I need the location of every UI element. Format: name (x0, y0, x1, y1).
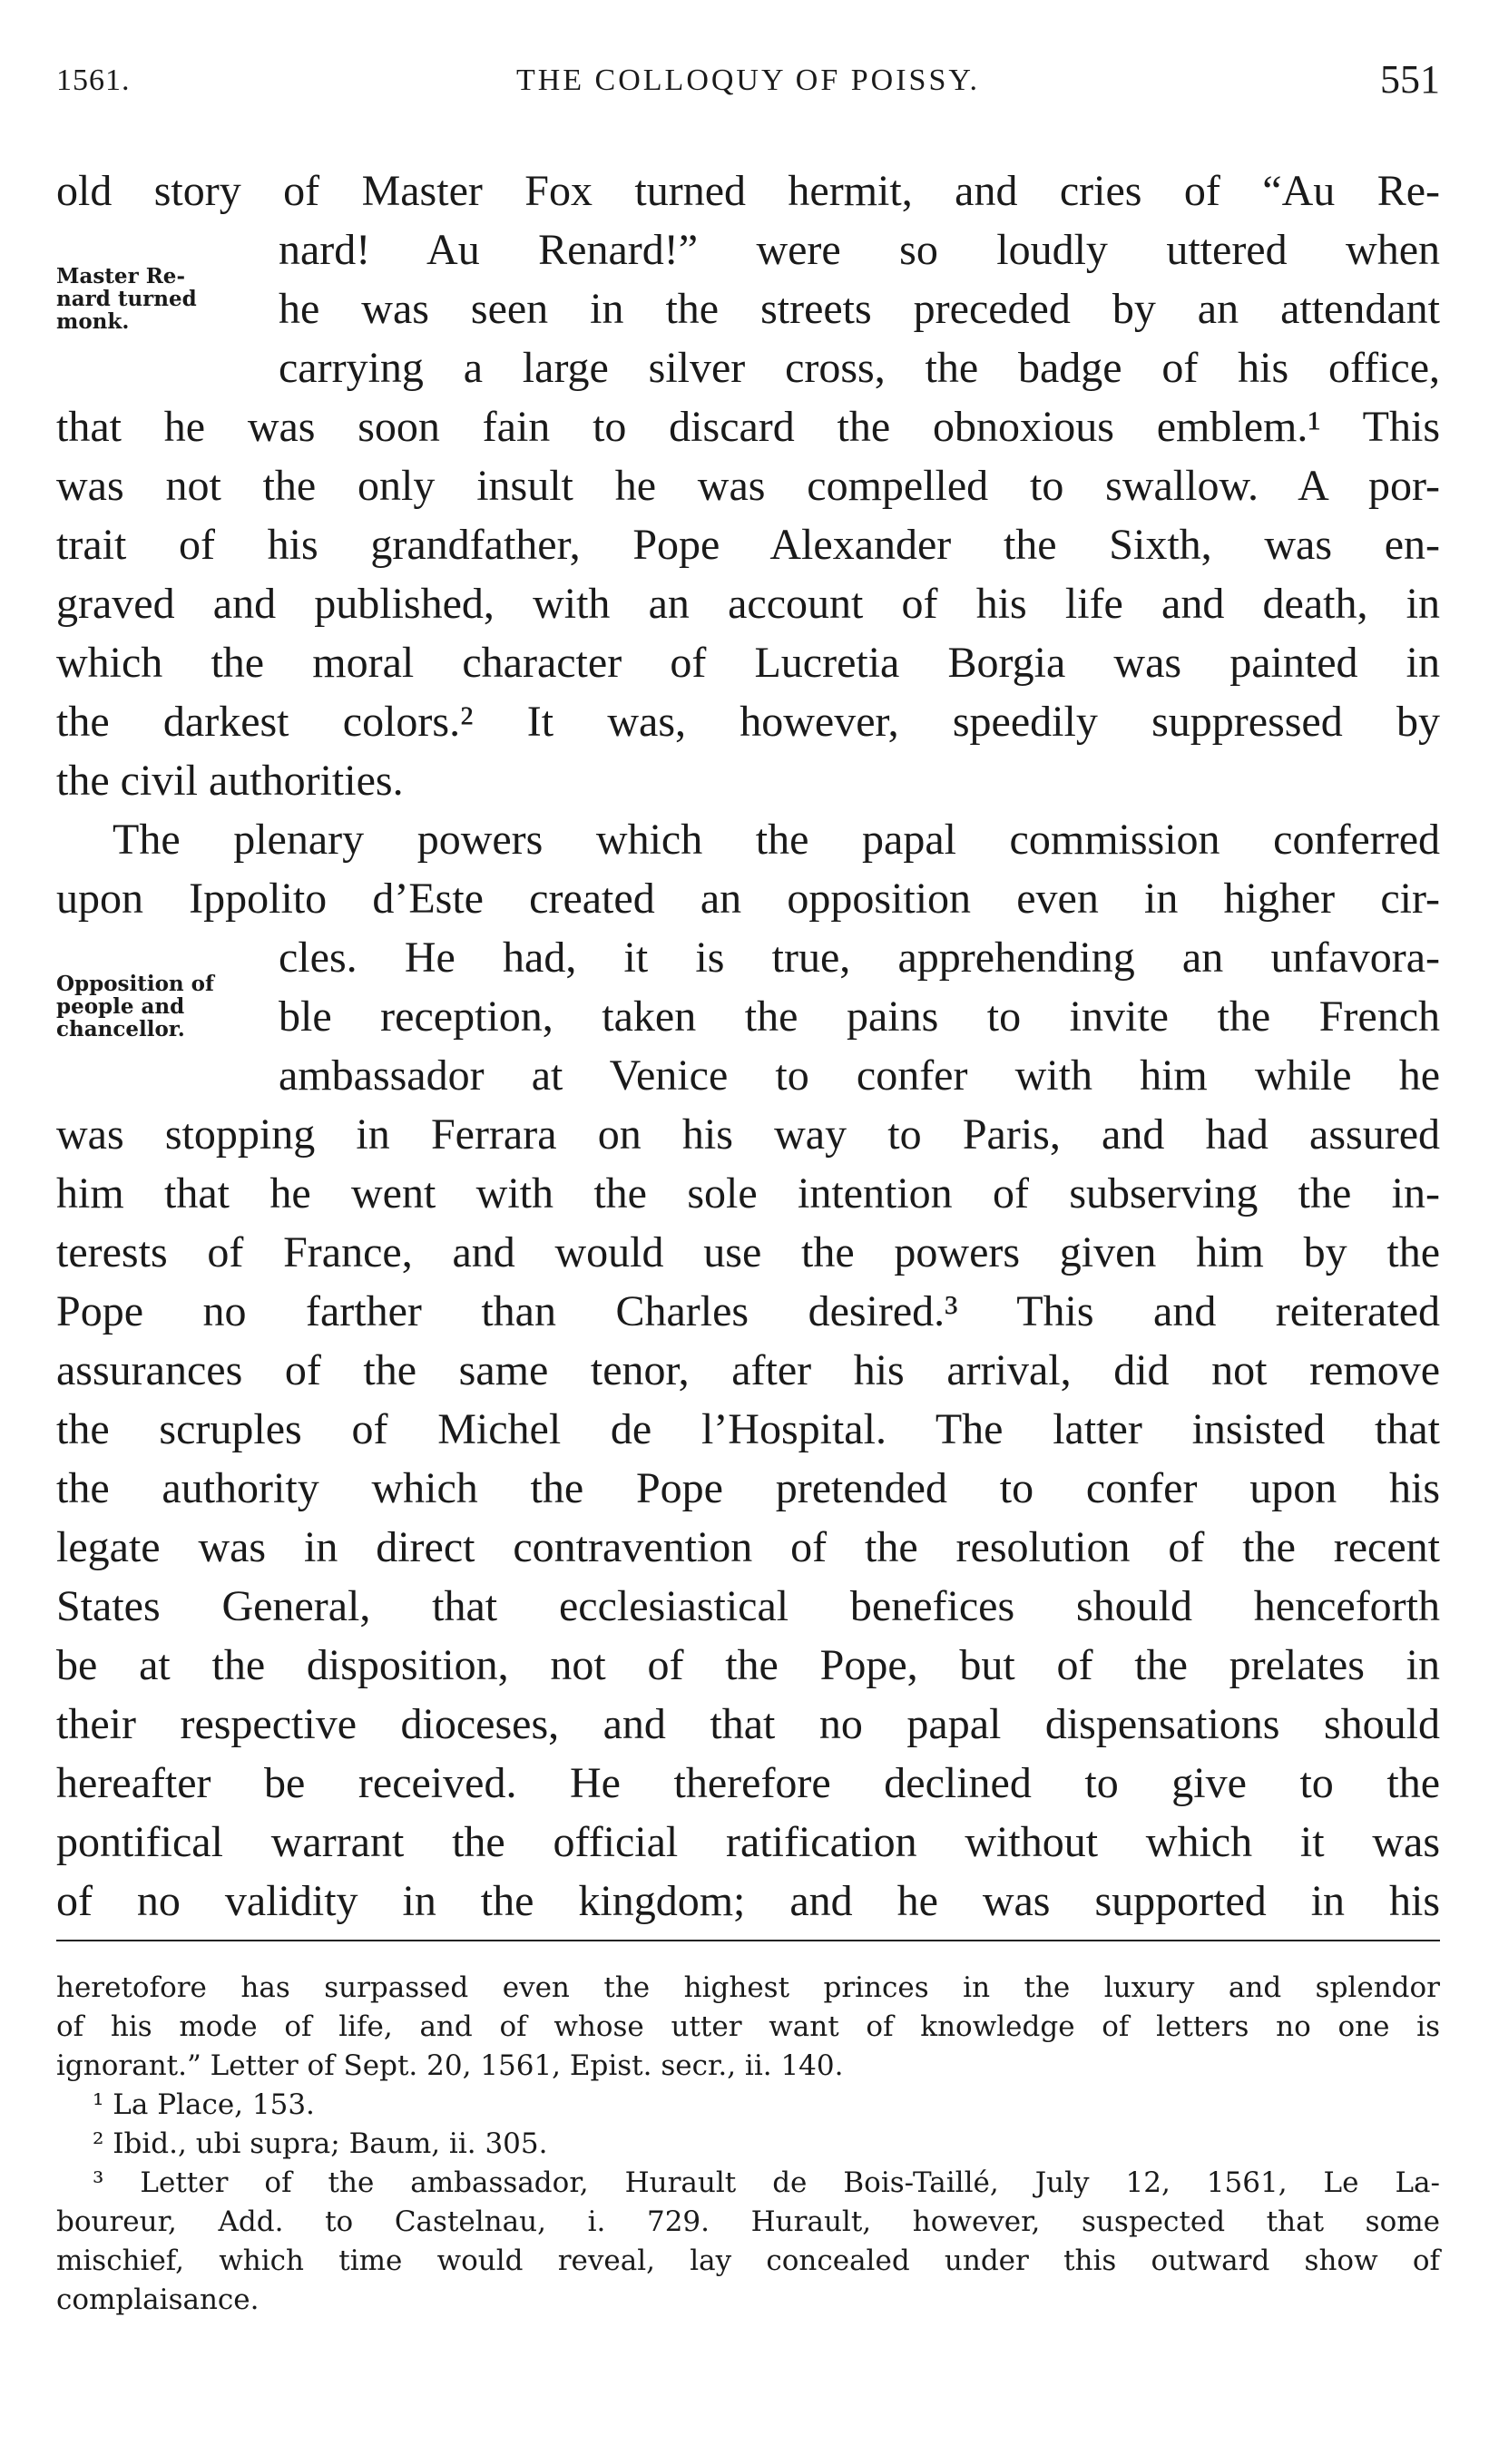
body-line: was not the only insult he was compelled to swallow. A por- (56, 462, 1440, 510)
body-line: graved and published, with an account of his life and death, in (56, 580, 1440, 628)
body-line: was stopping in Ferrara on his way to Paris, and had assured (56, 1110, 1440, 1159)
header-title: THE COLLOQUY OF POISSY. (515, 64, 981, 97)
sidenote-line: chancellor. (56, 1017, 185, 1041)
footnote-line: mischief, which time would reveal, lay concealed under this outward show of (56, 2244, 1440, 2277)
body-line: assurances of the same tenor, after his arrival, did not remove (56, 1346, 1440, 1394)
body-line: old story of Master Fox turned hermit, and cries of “Au Re- (56, 167, 1440, 215)
body-line: pontifical warrant the official ratification without which it was (56, 1818, 1440, 1866)
body-line: he was seen in the streets preceded by an attendant (279, 285, 1440, 333)
footnote-line: of his mode of life, and of whose utter want of knowledge of letters no one is (56, 2010, 1440, 2043)
footnote-line: boureur, Add. to Castelnau, i. 729. Hurault, however, suspected that some (56, 2205, 1440, 2238)
footnotes (56, 1969, 1440, 2320)
body-line: be at the disposition, not of the Pope, but of the prelates in (56, 1641, 1440, 1689)
body-line: him that he went with the sole intention of subserving the in- (56, 1169, 1440, 1217)
body-line: upon Ippolito d’Este created an opposition even in higher cir- (56, 875, 1440, 923)
body-line: terests of France, and would use the powers given him by the (56, 1228, 1440, 1276)
footnote-line: heretofore has surpassed even the highest princes in the luxury and splendor (56, 1971, 1440, 2004)
body-line: Pope no farther than Charles desired.³ This and reiterated (56, 1287, 1440, 1335)
body-line: ambassador at Venice to confer with him while he (279, 1051, 1440, 1100)
footnote-2: ² Ibid., ubi supra; Baum, ii. 305. (93, 2127, 548, 2160)
body-line: carrying a large silver cross, the badge of his office, (279, 344, 1440, 392)
footnote-3: ³ Letter of the ambassador, Hurault de Bois-Taillé, July 12, 1561, Le La- (93, 2166, 1440, 2199)
sidenote-line: Master Re- (56, 264, 185, 288)
sidenote-line: nard turned (56, 287, 197, 311)
body-line: the civil authorities. (56, 757, 404, 805)
running-header (56, 56, 1440, 111)
body-line: ble reception, taken the pains to invite the French (279, 992, 1440, 1041)
page-number: 551 (1380, 57, 1440, 102)
footnote-divider (56, 1940, 1440, 1941)
body-line: States General, that ecclesiastical benefices should henceforth (56, 1582, 1440, 1630)
footnote-1: ¹ La Place, 153. (93, 2088, 315, 2121)
body-line: hereafter be received. He therefore declined to give to the (56, 1759, 1440, 1807)
body-line: of no validity in the kingdom; and he was supported in his (56, 1877, 1440, 1925)
sidenote-line: monk. (56, 309, 130, 334)
body-line: cles. He had, it is true, apprehending an unfavora- (279, 934, 1440, 982)
sidenote-line: people and (56, 994, 185, 1019)
footnote-line: ignorant.” Letter of Sept. 20, 1561, Epist. secr., ii. 140. (56, 2049, 844, 2082)
footnote-line: complaisance. (56, 2283, 260, 2316)
body-line: the scruples of Michel de l’Hospital. The latter insisted that (56, 1405, 1440, 1453)
body-line: legate was in direct contravention of the resolution of the recent (56, 1523, 1440, 1571)
body-line: trait of his grandfather, Pope Alexander the Sixth, was en- (56, 521, 1440, 569)
body-line: their respective dioceses, and that no papal dispensations should (56, 1700, 1440, 1748)
body-line: nard! Au Renard!” were so loudly uttered when (279, 226, 1440, 274)
body-line: the darkest colors.² It was, however, speedily suppressed by (56, 698, 1440, 746)
body-line: The plenary powers which the papal commission conferred (113, 816, 1440, 864)
sidenote-line: Opposition of (56, 972, 214, 996)
body-line: that he was soon fain to discard the obnoxious emblem.¹ This (56, 403, 1440, 451)
header-year: 1561. (56, 64, 131, 97)
body-line: which the moral character of Lucretia Borgia was painted in (56, 639, 1440, 687)
main-text (56, 161, 1440, 1931)
body-line: the authority which the Pope pretended to confer upon his (56, 1464, 1440, 1512)
